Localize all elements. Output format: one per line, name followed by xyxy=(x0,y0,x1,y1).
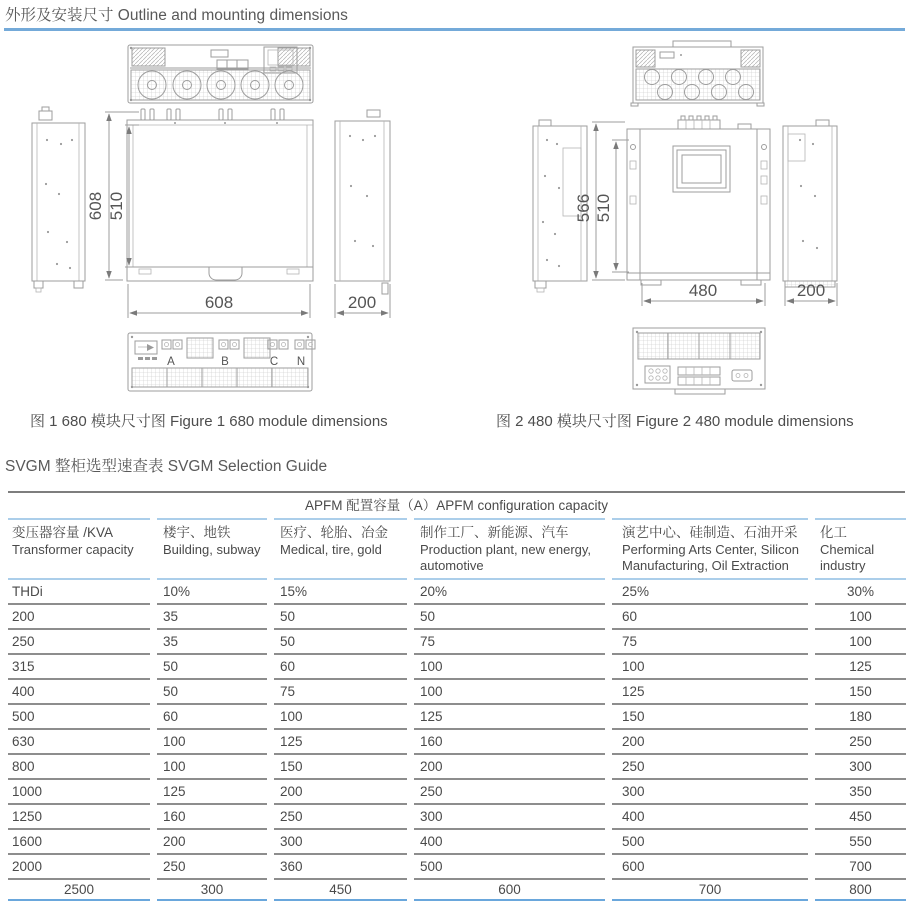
terminal-label-n: N xyxy=(296,356,306,368)
table-cell: 2500 xyxy=(8,880,150,901)
table-cell: 125 xyxy=(815,655,906,680)
table-row xyxy=(8,830,905,855)
table-cell: 1250 xyxy=(8,805,150,830)
table-cell: 125 xyxy=(157,780,267,805)
table-cell: 800 xyxy=(815,880,906,901)
table-row xyxy=(8,755,905,780)
table-cell: 360 xyxy=(274,855,407,880)
table-cell: 250 xyxy=(414,780,605,805)
table-row xyxy=(8,805,905,830)
table-cell: 300 xyxy=(612,780,808,805)
column-header: 医疗、轮胎、冶金 Medical, tire, gold xyxy=(274,518,407,580)
table-cell: 60 xyxy=(274,655,407,680)
table-cell: 315 xyxy=(8,655,150,680)
dim-480-inner-height: 510 xyxy=(594,193,613,223)
table-cell: 125 xyxy=(612,680,808,705)
table-cell: 600 xyxy=(612,855,808,880)
table-cell: 75 xyxy=(414,630,605,655)
table-cell: 600 xyxy=(414,880,605,901)
module-680-bottom-view xyxy=(128,333,315,391)
column-header: 变压器容量 /KVA Transformer capacity xyxy=(8,518,150,580)
dim-680-inner-height: 510 xyxy=(107,191,126,221)
table-cell: 300 xyxy=(274,830,407,855)
table-cell: 250 xyxy=(612,755,808,780)
module-680-top-view xyxy=(128,45,313,103)
table-cell: 60 xyxy=(612,605,808,630)
table-cell: 250 xyxy=(157,855,267,880)
table-cell: 125 xyxy=(414,705,605,730)
table-cell: 100 xyxy=(414,680,605,705)
table-cell: 400 xyxy=(414,830,605,855)
table-cell: 700 xyxy=(612,880,808,901)
dim-680-width: 608 xyxy=(204,293,234,312)
table-cell: 10% xyxy=(157,580,267,605)
table-row xyxy=(8,730,905,755)
table-cell: 500 xyxy=(612,830,808,855)
table-cell: 25% xyxy=(612,580,808,605)
table-cell: 35 xyxy=(157,605,267,630)
table-cell: 150 xyxy=(815,680,906,705)
table-cell: 200 xyxy=(8,605,150,630)
module-480-right-side-view xyxy=(783,120,837,287)
table-cell: 100 xyxy=(414,655,605,680)
table-cell: 800 xyxy=(8,755,150,780)
table-cell: 160 xyxy=(414,730,605,755)
table-cell: 160 xyxy=(157,805,267,830)
table-cell: 20% xyxy=(414,580,605,605)
table-cell: 100 xyxy=(612,655,808,680)
table-cell: 300 xyxy=(815,755,906,780)
table-cell: 60 xyxy=(157,705,267,730)
figure-480-drawing xyxy=(495,36,905,400)
table-cell: 180 xyxy=(815,705,906,730)
module-680-dimensions xyxy=(86,112,390,318)
table-cell: 700 xyxy=(815,855,906,880)
table-cell: 450 xyxy=(274,880,407,901)
table-cell: 50 xyxy=(414,605,605,630)
dim-480-depth: 200 xyxy=(796,281,826,300)
table-cell: 100 xyxy=(157,755,267,780)
selection-table-header-row xyxy=(8,518,905,580)
terminal-label-b: B xyxy=(221,356,229,368)
table-cell: 125 xyxy=(274,730,407,755)
table-row xyxy=(8,605,905,630)
table-cell: 500 xyxy=(414,855,605,880)
table-cell: 150 xyxy=(274,755,407,780)
table-row xyxy=(8,780,905,805)
table-cell: 50 xyxy=(157,655,267,680)
table-cell: 300 xyxy=(157,880,267,901)
table-row xyxy=(8,680,905,705)
table-cell: 15% xyxy=(274,580,407,605)
module-480-bottom-view xyxy=(633,328,765,394)
page-title: 外形及安装尺寸 Outline and mounting dimensions xyxy=(5,7,348,24)
table-cell: 200 xyxy=(274,780,407,805)
module-680-front-view xyxy=(127,109,313,281)
terminal-label-c: C xyxy=(269,356,279,368)
table-cell: 50 xyxy=(274,630,407,655)
table-cell: 250 xyxy=(8,630,150,655)
column-header: 演艺中心、硅制造、石油开采 Performing Arts Center, Silicon Manufacturing, Oil Extraction xyxy=(612,518,808,580)
table-cell: 50 xyxy=(274,605,407,630)
table-cell: 150 xyxy=(612,705,808,730)
table-cell: 2000 xyxy=(8,855,150,880)
dim-480-height: 566 xyxy=(574,193,593,223)
table-row xyxy=(8,580,905,605)
figure1-caption: 图 1 680 模块尺寸图 Figure 1 680 module dimensions xyxy=(30,413,388,430)
table-cell: 550 xyxy=(815,830,906,855)
figure2-caption: 图 2 480 模块尺寸图 Figure 2 480 module dimensions xyxy=(496,413,854,430)
table-span-header: APFM 配置容量（A）APFM configuration capacity xyxy=(8,491,905,518)
table-cell: 200 xyxy=(157,830,267,855)
table-row xyxy=(8,630,905,655)
table-cell: 200 xyxy=(612,730,808,755)
module-480-front-view xyxy=(627,116,770,285)
table-cell: 200 xyxy=(414,755,605,780)
table-cell: 1000 xyxy=(8,780,150,805)
module-680-right-side-view xyxy=(335,110,390,294)
terminal-label-a: A xyxy=(167,356,175,368)
table-cell: 250 xyxy=(815,730,906,755)
dim-680-depth: 200 xyxy=(347,293,377,312)
table-cell: 100 xyxy=(815,630,906,655)
column-header: 楼宇、地铁 Building, subway xyxy=(157,518,267,580)
table-cell: 1600 xyxy=(8,830,150,855)
table-cell: 630 xyxy=(8,730,150,755)
dim-480-width: 480 xyxy=(688,281,718,300)
table-cell: 100 xyxy=(274,705,407,730)
table-cell: 350 xyxy=(815,780,906,805)
table-cell: 75 xyxy=(274,680,407,705)
table-cell: 30% xyxy=(815,580,906,605)
table-row xyxy=(8,705,905,730)
selection-table xyxy=(8,491,905,901)
table-cell: 250 xyxy=(274,805,407,830)
selection-guide-title: SVGM 整柜选型速查表 SVGM Selection Guide xyxy=(5,458,328,475)
table-cell: 35 xyxy=(157,630,267,655)
table-cell: THDi xyxy=(8,580,150,605)
table-cell: 50 xyxy=(157,680,267,705)
table-cell: 100 xyxy=(157,730,267,755)
selection-table-footer-row xyxy=(8,880,905,901)
selection-table-body xyxy=(8,580,905,880)
column-header: 制作工厂、新能源、汽车 Production plant, new energy, automotive xyxy=(414,518,605,580)
table-row xyxy=(8,855,905,880)
table-row xyxy=(8,655,905,680)
table-cell: 400 xyxy=(8,680,150,705)
dim-680-height: 608 xyxy=(86,191,105,221)
title-underline xyxy=(4,28,905,31)
module-680-left-side-view xyxy=(32,107,85,292)
table-cell: 500 xyxy=(8,705,150,730)
table-cell: 300 xyxy=(414,805,605,830)
module-480-top-view xyxy=(631,41,764,106)
table-cell: 75 xyxy=(612,630,808,655)
figure-680-drawing xyxy=(15,36,455,400)
table-cell: 400 xyxy=(612,805,808,830)
column-header: 化工 Chemical industry xyxy=(815,518,906,580)
table-cell: 450 xyxy=(815,805,906,830)
table-cell: 100 xyxy=(815,605,906,630)
